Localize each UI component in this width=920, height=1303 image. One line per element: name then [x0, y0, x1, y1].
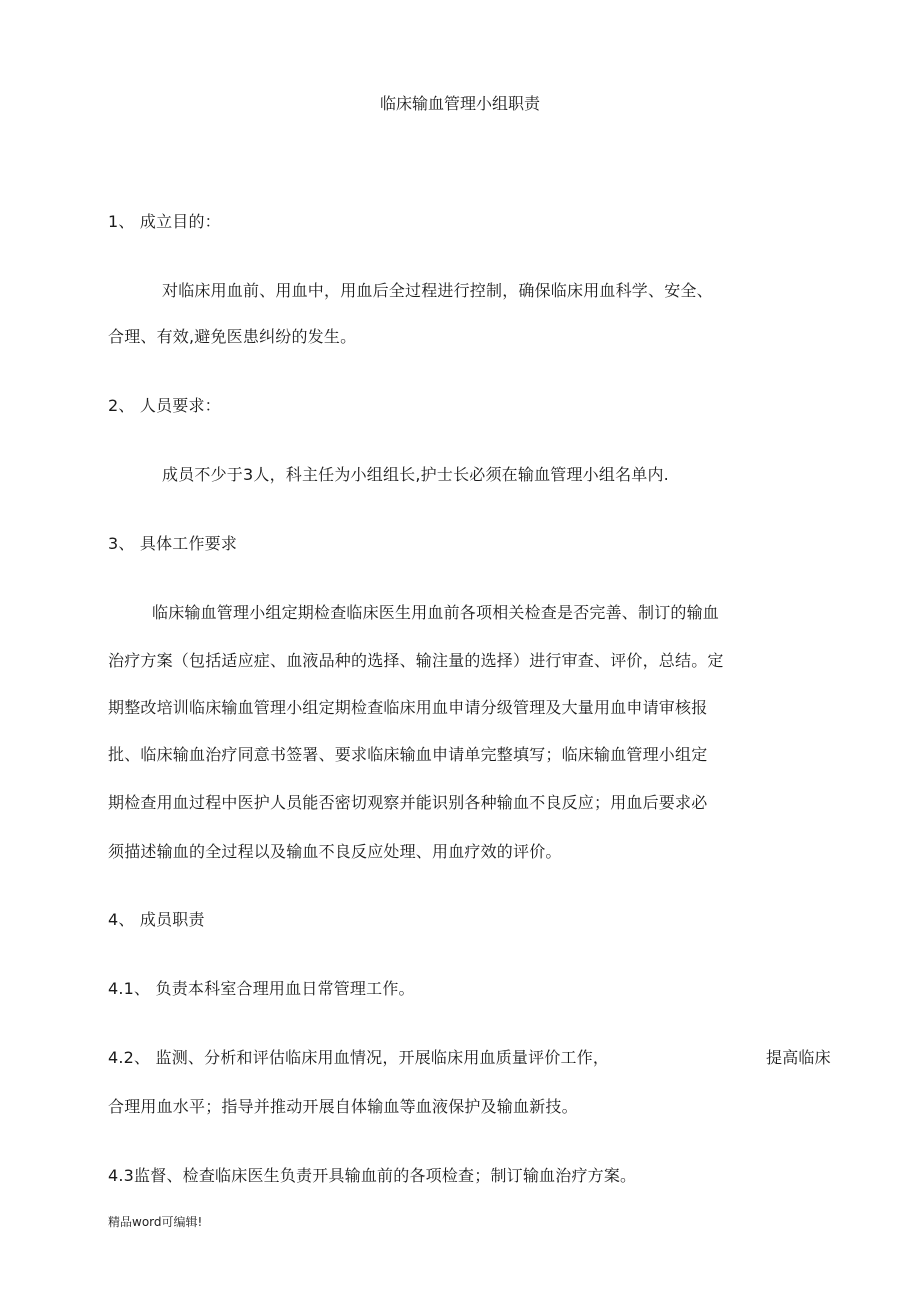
section-1-paragraph-line-2: 合理、有效,避免医患纠纷的发生。 [108, 327, 357, 346]
section-3-paragraph-line-3: 期整改培训临床输血管理小组定期检查临床用血申请分级管理及大量用血申请审核报 [108, 698, 708, 717]
document-title: 临床输血管理小组职责 [379, 94, 540, 113]
section-2-paragraph-line-1: 成员不少于3人，科主任为小组组长,护士长必须在输血管理小组名单内. [162, 465, 669, 484]
section-1-heading: 1、 成立目的： [108, 212, 221, 231]
item-4-1: 4.1、 负责本科室合理用血日常管理工作。 [108, 979, 415, 998]
section-2-heading: 2、 人员要求： [108, 396, 221, 415]
item-4-2-part-2: 提高临床 [766, 1048, 831, 1067]
section-4-heading: 4、 成员职责 [108, 910, 205, 929]
footer-note: 精品word可编辑! [108, 1215, 203, 1229]
section-3-paragraph-line-2: 治疗方案（包括适应症、血液品种的选择、输注量的选择）进行审查、评价，总结。定 [108, 651, 724, 670]
section-3-paragraph-line-6: 须描述输血的全过程以及输血不良反应处理、用血疗效的评价。 [108, 842, 562, 861]
section-3-paragraph-line-1: 临床输血管理小组定期检查临床医生用血前各项相关检查是否完善、制订的输血 [152, 603, 720, 622]
item-4-3: 4.3监督、检查临床医生负责开具输血前的各项检查；制订输血治疗方案。 [108, 1166, 637, 1185]
item-4-2-part-1: 4.2、 监测、分析和评估临床用血情况，开展临床用血质量评价工作， [108, 1048, 610, 1067]
section-3-paragraph-line-4: 批、临床输血治疗同意书签署、要求临床输血申请单完整填写；临床输血管理小组定 [108, 745, 708, 764]
section-1-paragraph-line-1: 对临床用血前、用血中，用血后全过程进行控制，确保临床用血科学、安全、 [162, 281, 713, 300]
section-3-heading: 3、 具体工作要求 [108, 534, 238, 553]
item-4-2-line-2: 合理用血水平；指导并推动开展自体输血等血液保护及输血新技。 [108, 1097, 578, 1116]
section-3-paragraph-line-5: 期检查用血过程中医护人员能否密切观察并能识别各种输血不良反应；用血后要求必 [108, 793, 708, 812]
